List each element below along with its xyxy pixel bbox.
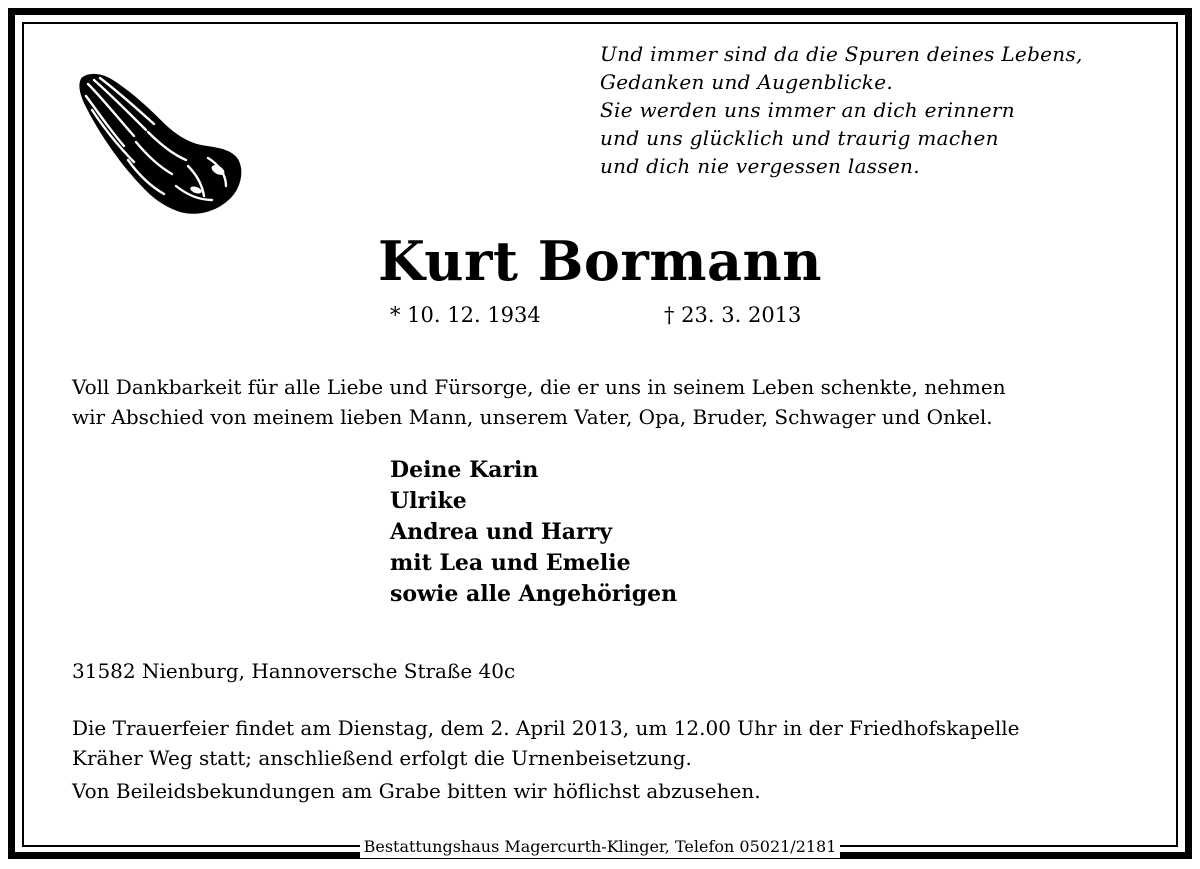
family-member: Deine Karin [390, 457, 539, 483]
death-date: † 23. 3. 2013 [664, 303, 802, 327]
deceased-name: Kurt Bormann [378, 229, 822, 293]
family-member: Ulrike [390, 488, 467, 514]
funeral-info [72, 713, 1020, 773]
thanks-line: Voll Dankbarkeit für alle Liebe und Fürsorge, die er uns in seinem Leben schenkte, nehmen [72, 375, 1006, 399]
family-list [390, 455, 677, 610]
praying-hands-icon [76, 70, 246, 220]
family-member: sowie alle Angehörigen [390, 581, 678, 607]
funeral-line: Kräher Weg statt; anschließend erfolgt die Urnenbeisetzung. [72, 746, 692, 770]
poem-line: und uns glücklich und traurig machen [600, 126, 999, 150]
family-member: mit Lea und Emelie [390, 550, 631, 576]
poem-line: Gedanken und Augenblicke. [600, 70, 893, 94]
address: 31582 Nienburg, Hannoversche Straße 40c [72, 659, 516, 683]
poem [600, 40, 1083, 180]
funeral-home-label: Bestattungshaus Magercurth-Klinger, Telefon 05021/2181 [360, 836, 841, 858]
poem-line: und dich nie vergessen lassen. [600, 154, 920, 178]
thanks-paragraph [72, 372, 1142, 432]
poem-line: Sie werden uns immer an dich erinnern [600, 98, 1015, 122]
footer [0, 836, 1200, 858]
funeral-line: Die Trauerfeier findet am Dienstag, dem 2. April 2013, um 12.00 Uhr in der Friedhofskapelle [72, 716, 1020, 740]
birth-date: * 10. 12. 1934 [390, 303, 541, 327]
family-member: Andrea und Harry [390, 519, 612, 545]
condolence-note: Von Beileidsbekundungen am Grabe bitten wir höflichst abzusehen. [72, 779, 761, 803]
poem-line: Und immer sind da die Spuren deines Lebens, [600, 42, 1083, 66]
thanks-line: wir Abschied von meinem lieben Mann, unserem Vater, Opa, Bruder, Schwager und Onkel. [72, 405, 993, 429]
